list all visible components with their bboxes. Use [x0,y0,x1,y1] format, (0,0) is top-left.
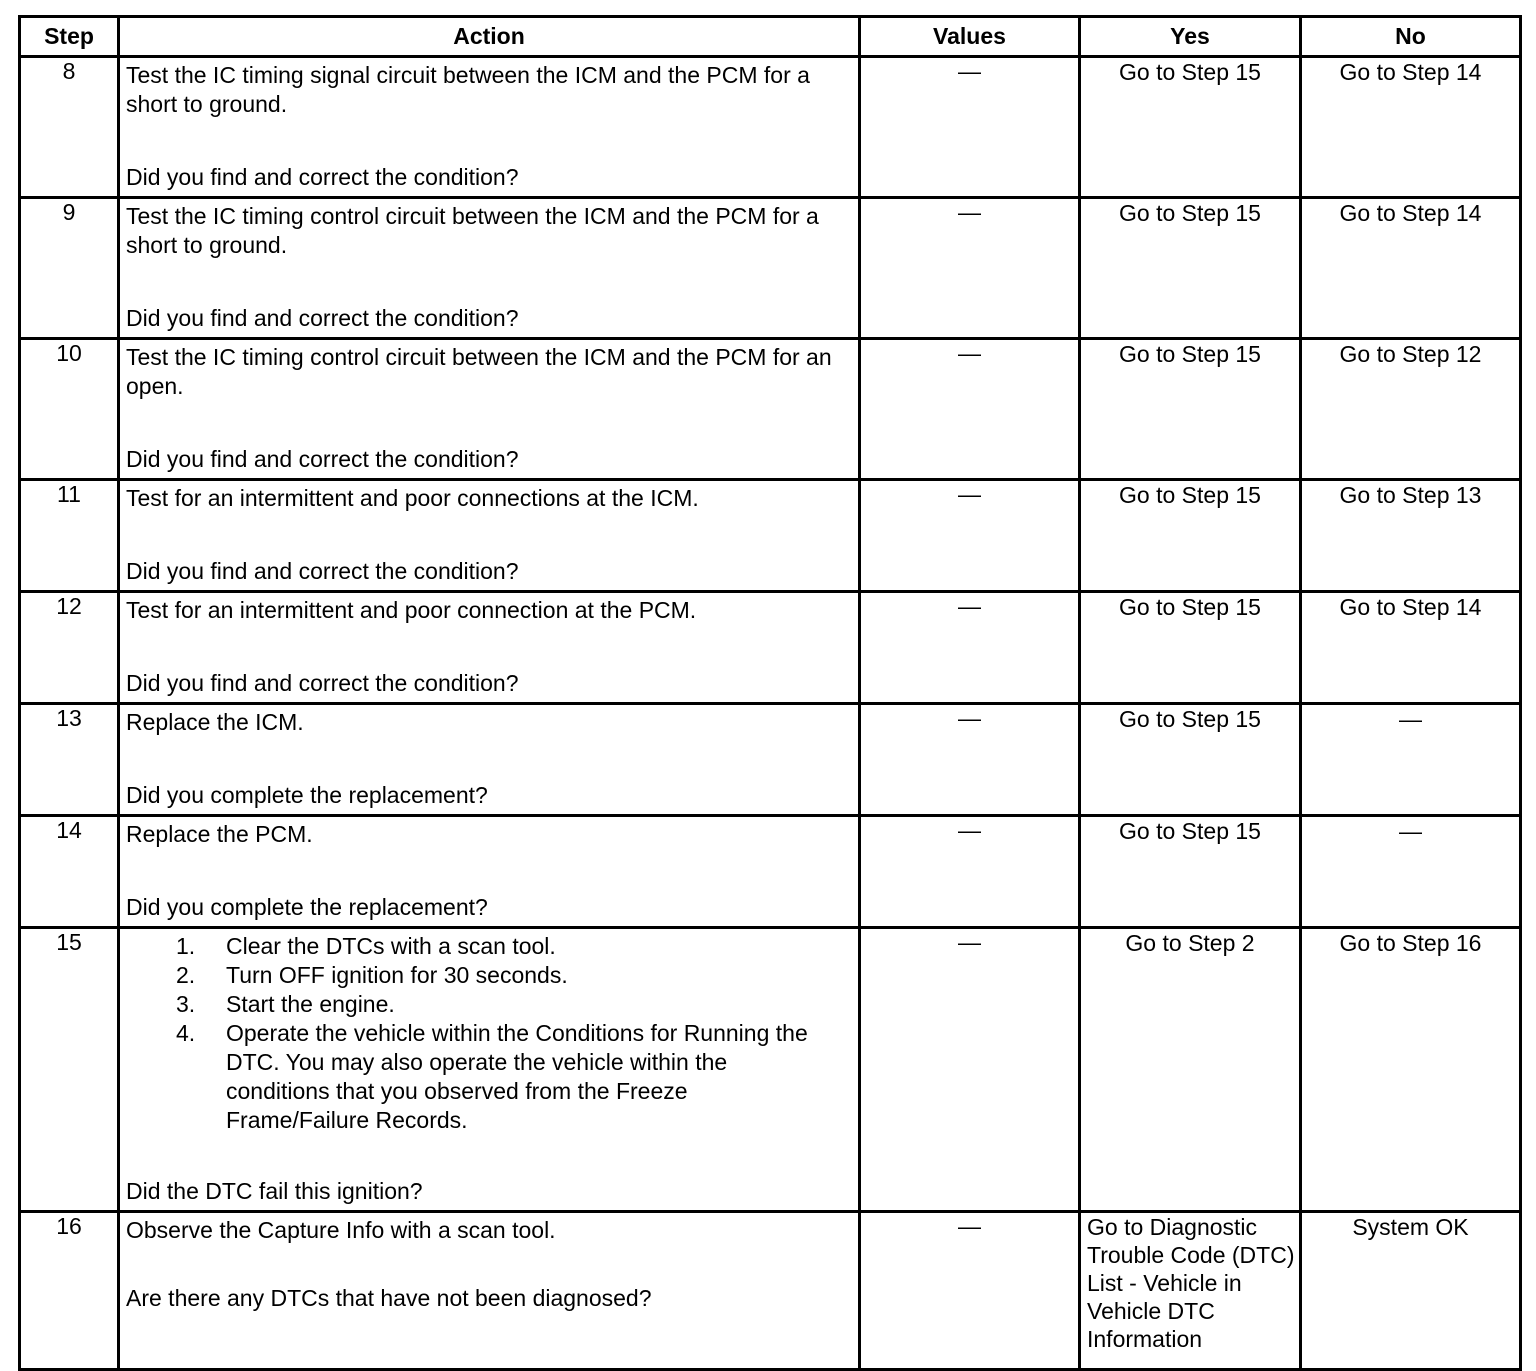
table-row [20,592,1521,704]
table-row [20,480,1521,592]
action-cell [119,928,860,1212]
yes-cell: Go to Step 15 [1080,816,1301,928]
yes-cell: Go to Step 15 [1080,198,1301,339]
action-question: Did you find and correct the condition? [126,558,519,584]
action-cell [119,704,860,816]
action-text: Test the IC timing control circuit between the ICM and the PCM for a short to ground. [126,203,819,258]
no-cell: System OK [1301,1212,1521,1370]
table-row [20,198,1521,339]
no-cell: Go to Step 14 [1301,57,1521,198]
yes-cell: Go to Step 15 [1080,480,1301,592]
list-item [126,961,852,990]
action-text: Observe the Capture Info with a scan tool. [126,1217,556,1243]
list-item-text: Turn OFF ignition for 30 seconds. [226,962,568,988]
table-row [20,339,1521,480]
action-question: Did you find and correct the condition? [126,164,519,190]
yes-cell: Go to Step 2 [1080,928,1301,1212]
yes-cell: Go to Diagnostic Trouble Code (DTC) List - Vehicle in Vehicle DTC Information [1080,1212,1301,1370]
no-cell: — [1301,704,1521,816]
header-yes: Yes [1080,17,1301,57]
list-item [126,990,852,1019]
action-text: Test for an intermittent and poor connections at the ICM. [126,485,699,511]
action-question: Did the DTC fail this ignition? [126,1178,423,1204]
step-number: 12 [20,592,119,704]
action-question: Did you complete the replacement? [126,894,488,920]
values-cell: — [860,928,1080,1212]
header-action: Action [119,17,860,57]
action-cell [119,480,860,592]
action-question: Did you complete the replacement? [126,782,488,808]
list-item-number: 3. [176,991,196,1017]
step-number: 15 [20,928,119,1212]
list-item [126,932,852,961]
no-cell: Go to Step 14 [1301,592,1521,704]
action-cell [119,57,860,198]
action-question: Are there any DTCs that have not been diagnosed? [126,1285,652,1311]
table-row [20,816,1521,928]
action-text: Replace the ICM. [126,709,304,735]
values-cell: — [860,339,1080,480]
step-number: 16 [20,1212,119,1370]
values-cell: — [860,480,1080,592]
yes-cell: Go to Step 15 [1080,57,1301,198]
values-cell: — [860,592,1080,704]
procedure-list [126,932,852,1135]
action-question: Did you find and correct the condition? [126,305,519,331]
diagnostic-table [18,15,1522,1371]
list-item-text: Clear the DTCs with a scan tool. [226,933,556,959]
no-cell: — [1301,816,1521,928]
action-cell [119,339,860,480]
table-row [20,928,1521,1212]
list-item-text: Start the engine. [226,991,395,1017]
list-item-number: 4. [176,1020,196,1046]
action-cell [119,592,860,704]
step-number: 10 [20,339,119,480]
header-row [20,17,1521,57]
no-cell: Go to Step 13 [1301,480,1521,592]
values-cell: — [860,704,1080,816]
action-cell [119,1212,860,1370]
action-text: Replace the PCM. [126,821,313,847]
no-cell: Go to Step 12 [1301,339,1521,480]
action-cell [119,198,860,339]
action-text: Test the IC timing signal circuit between the ICM and the PCM for a short to ground. [126,62,810,117]
yes-cell: Go to Step 15 [1080,592,1301,704]
table-row [20,704,1521,816]
action-question: Did you find and correct the condition? [126,670,519,696]
list-item-number: 2. [176,962,196,988]
step-number: 8 [20,57,119,198]
values-cell: — [860,816,1080,928]
values-cell: — [860,198,1080,339]
list-item [126,1019,852,1135]
header-values: Values [860,17,1080,57]
header-no: No [1301,17,1521,57]
step-number: 13 [20,704,119,816]
yes-cell: Go to Step 15 [1080,704,1301,816]
action-cell [119,816,860,928]
no-cell: Go to Step 16 [1301,928,1521,1212]
table-row [20,57,1521,198]
step-number: 11 [20,480,119,592]
yes-cell: Go to Step 15 [1080,339,1301,480]
action-text: Test for an intermittent and poor connection at the PCM. [126,597,697,623]
header-step: Step [20,17,119,57]
table-row [20,1212,1521,1370]
values-cell: — [860,1212,1080,1370]
list-item-number: 1. [176,933,196,959]
values-cell: — [860,57,1080,198]
list-item-text: Operate the vehicle within the Conditions for Running the DTC. You may also operate the vehicle within the conditions that you observed from the Freeze Frame/Failure Records. [226,1020,808,1133]
step-number: 9 [20,198,119,339]
action-text: Test the IC timing control circuit between the ICM and the PCM for an open. [126,344,832,399]
action-question: Did you find and correct the condition? [126,446,519,472]
no-cell: Go to Step 14 [1301,198,1521,339]
step-number: 14 [20,816,119,928]
